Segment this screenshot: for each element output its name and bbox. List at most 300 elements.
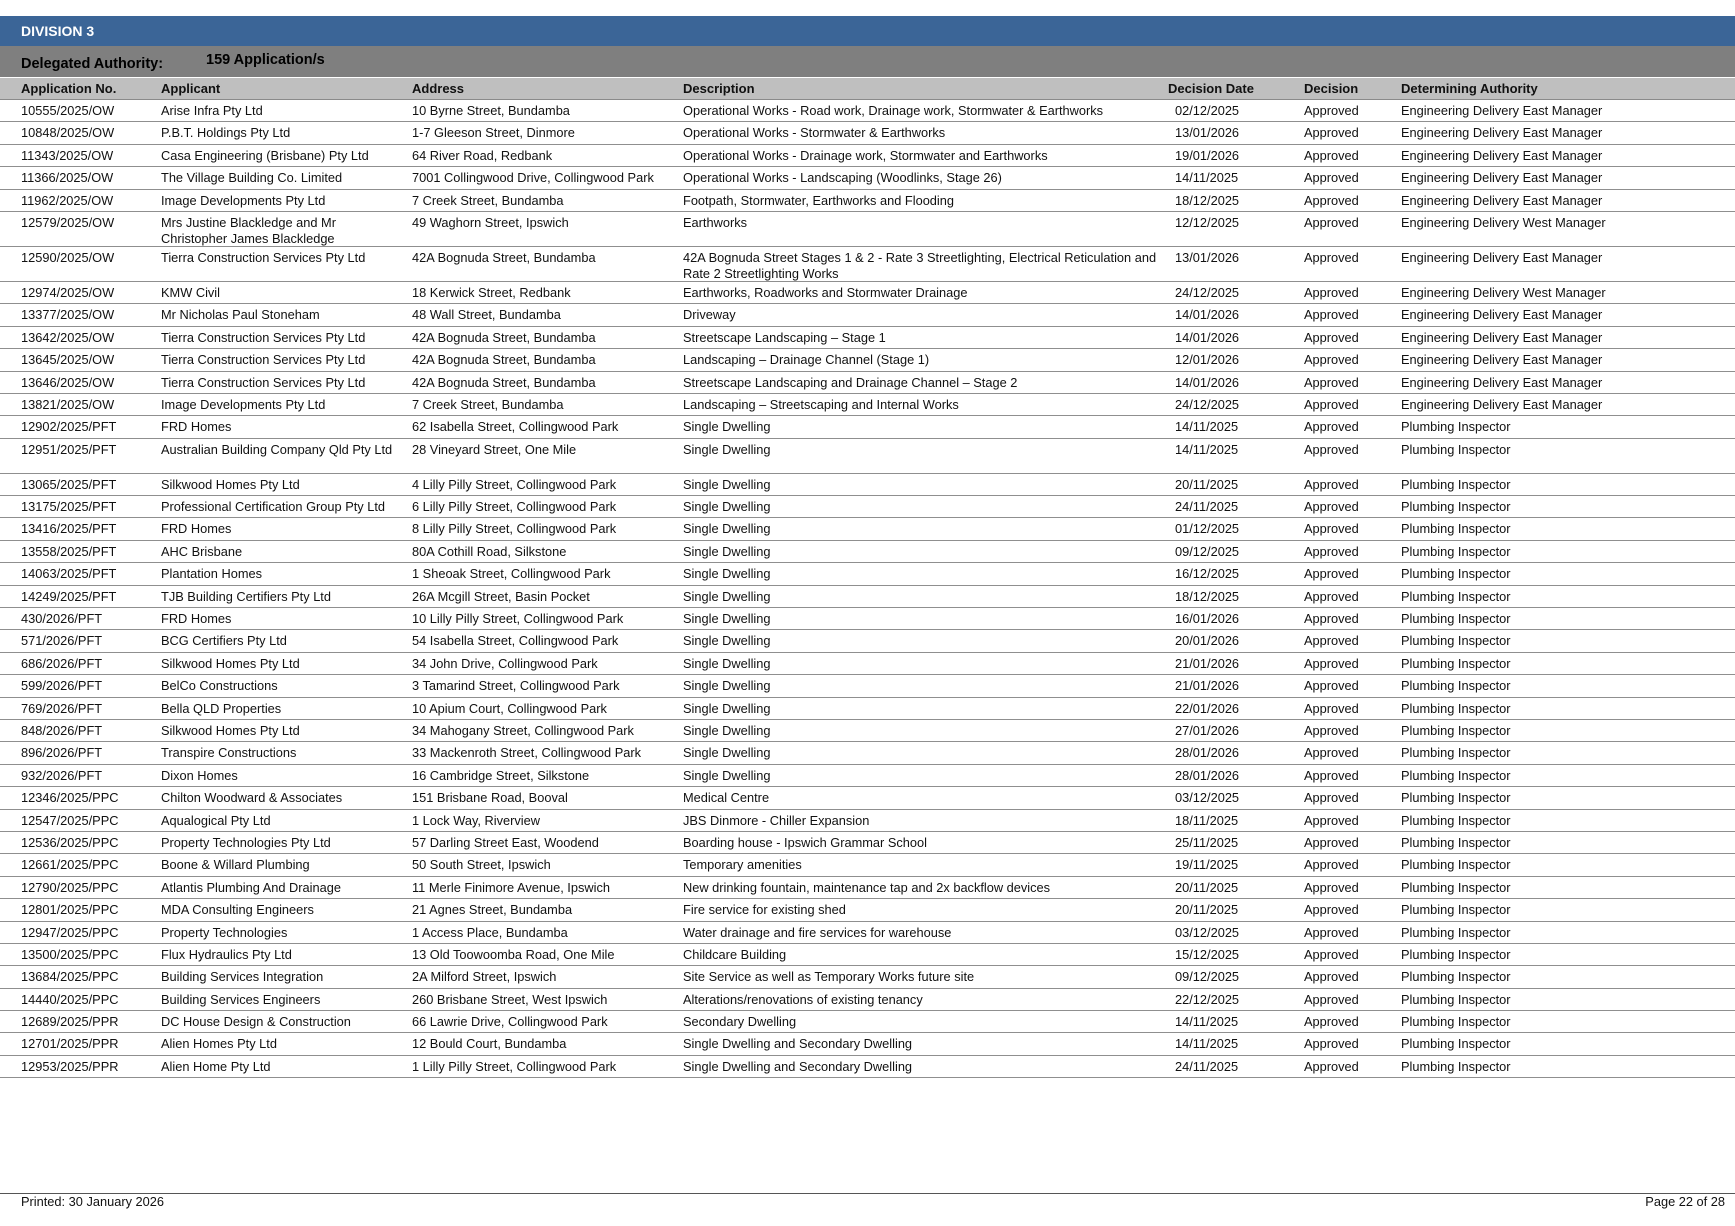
table-row — [0, 1011, 1735, 1033]
cell-applicant: Aqualogical Pty Ltd — [161, 812, 271, 828]
cell-application-no: 13558/2025/PFT — [21, 543, 117, 559]
cell-decision-date: 03/12/2025 — [1175, 790, 1240, 806]
cell-address: 42A Bognuda Street, Bundamba — [412, 329, 596, 345]
cell-applicant: BCG Certifiers Pty Ltd — [161, 633, 287, 649]
table-row — [0, 653, 1735, 675]
cell-decision-date: 20/11/2025 — [1175, 879, 1239, 895]
cell-applicant: Tierra Construction Services Pty Ltd — [161, 249, 366, 265]
cell-description: Single Dwelling — [683, 745, 771, 761]
cell-address: 57 Darling Street East, Woodend — [412, 834, 599, 850]
cell-applicant: Mrs Justine Blackledge and Mr Christopher James Blackledge — [161, 214, 336, 246]
cell-address: 33 Mackenroth Street, Collingwood Park — [412, 745, 642, 761]
cell-determining-authority: Plumbing Inspector — [1401, 655, 1511, 671]
cell-application-no: 12346/2025/PPC — [21, 790, 119, 806]
cell-address: 8 Lilly Pilly Street, Collingwood Park — [412, 521, 617, 537]
cell-address: 80A Cothill Road, Silkstone — [412, 543, 567, 559]
cell-decision: Approved — [1304, 521, 1359, 537]
cell-address: 260 Brisbane Street, West Ipswich — [412, 991, 608, 1007]
table-row — [0, 304, 1735, 326]
table-row — [0, 122, 1735, 144]
cell-decision: Approved — [1304, 902, 1359, 918]
cell-decision: Approved — [1304, 969, 1359, 985]
cell-address: 42A Bognuda Street, Bundamba — [412, 352, 596, 368]
cell-decision: Approved — [1304, 946, 1359, 962]
cell-applicant: Alien Home Pty Ltd — [161, 1058, 271, 1074]
cell-application-no: 571/2026/PFT — [21, 633, 103, 649]
cell-determining-authority: Plumbing Inspector — [1401, 722, 1511, 738]
cell-decision: Approved — [1304, 812, 1359, 828]
cell-description: Fire service for existing shed — [683, 902, 846, 918]
cell-decision: Approved — [1304, 543, 1359, 559]
cell-determining-authority: Plumbing Inspector — [1401, 611, 1511, 627]
table-row — [0, 1033, 1735, 1055]
table-row — [0, 563, 1735, 585]
cell-determining-authority: Plumbing Inspector — [1401, 767, 1511, 783]
cell-decision-date: 21/01/2026 — [1175, 655, 1240, 671]
cell-address: 26A Mcgill Street, Basin Pocket — [412, 588, 590, 604]
cell-applicant: Bella QLD Properties — [161, 700, 282, 716]
cell-decision: Approved — [1304, 790, 1359, 806]
table-row — [0, 630, 1735, 652]
cell-applicant: Property Technologies Pty Ltd — [161, 834, 331, 850]
cell-determining-authority: Engineering Delivery East Manager — [1401, 329, 1603, 345]
table-row — [0, 167, 1735, 189]
cell-determining-authority: Plumbing Inspector — [1401, 499, 1511, 515]
cell-determining-authority: Engineering Delivery East Manager — [1401, 103, 1603, 118]
cell-decision: Approved — [1304, 374, 1359, 390]
cell-applicant: Building Services Engineers — [161, 991, 321, 1007]
cell-address: 1 Lilly Pilly Street, Collingwood Park — [412, 1058, 617, 1074]
cell-description: Single Dwelling — [683, 499, 771, 515]
cell-decision: Approved — [1304, 307, 1359, 323]
cell-applicant: The Village Building Co. Limited — [161, 170, 343, 186]
cell-applicant: BelCo Constructions — [161, 678, 278, 694]
cell-applicant: Transpire Constructions — [161, 745, 297, 761]
cell-determining-authority: Plumbing Inspector — [1401, 476, 1511, 492]
cell-address: 21 Agnes Street, Bundamba — [412, 902, 573, 918]
cell-applicant: Property Technologies — [161, 924, 288, 940]
cell-description: JBS Dinmore - Chiller Expansion — [683, 812, 870, 828]
cell-applicant: Dixon Homes — [161, 767, 238, 783]
cell-description: Boarding house - Ipswich Grammar School — [683, 834, 927, 850]
cell-description: Single Dwelling — [683, 566, 771, 582]
cell-application-no: 599/2026/PFT — [21, 678, 103, 694]
cell-description: Footpath, Stormwater, Earthworks and Flooding — [683, 192, 955, 208]
cell-application-no: 12701/2025/PPR — [21, 1036, 119, 1052]
cell-address: 10 Byrne Street, Bundamba — [412, 103, 570, 118]
cell-application-no: 10555/2025/OW — [21, 103, 115, 118]
cell-address: 64 River Road, Redbank — [412, 147, 553, 163]
cell-address: 10 Lilly Pilly Street, Collingwood Park — [412, 611, 624, 627]
cell-determining-authority: Plumbing Inspector — [1401, 1058, 1511, 1074]
cell-decision-date: 18/11/2025 — [1175, 812, 1239, 828]
cell-description: Single Dwelling — [683, 655, 771, 671]
cell-address: 62 Isabella Street, Collingwood Park — [412, 419, 619, 435]
column-header-applicant: Applicant — [161, 81, 221, 96]
cell-description: Earthworks — [683, 214, 748, 230]
cell-description: 42A Bognuda Street Stages 1 & 2 - Rate 3 Streetlighting, Electrical Reticulation and Rate 2 Streetlighting Works — [683, 249, 1157, 281]
table-row — [0, 282, 1735, 304]
cell-decision: Approved — [1304, 396, 1359, 412]
application-count: 159 Application/s — [206, 52, 325, 68]
table-row — [0, 439, 1735, 474]
cell-description: Single Dwelling — [683, 476, 771, 492]
cell-applicant: AHC Brisbane — [161, 543, 243, 559]
cell-decision: Approved — [1304, 249, 1359, 265]
cell-description: Childcare Building — [683, 946, 787, 962]
cell-application-no: 12951/2025/PFT — [21, 441, 117, 457]
cell-decision-date: 14/01/2026 — [1175, 374, 1240, 390]
cell-application-no: 12689/2025/PPR — [21, 1014, 119, 1030]
cell-determining-authority: Plumbing Inspector — [1401, 969, 1511, 985]
cell-decision-date: 15/12/2025 — [1175, 946, 1240, 962]
division-title: DIVISION 3 — [21, 23, 95, 39]
cell-applicant: FRD Homes — [161, 419, 232, 435]
cell-description: Streetscape Landscaping – Stage 1 — [683, 329, 886, 345]
cell-application-no: 13175/2025/PFT — [21, 499, 117, 515]
cell-decision: Approved — [1304, 214, 1359, 230]
cell-applicant: TJB Building Certifiers Pty Ltd — [161, 588, 331, 604]
cell-decision: Approved — [1304, 103, 1359, 118]
cell-address: 7 Creek Street, Bundamba — [412, 396, 564, 412]
cell-description: Landscaping – Drainage Channel (Stage 1) — [683, 352, 930, 368]
cell-applicant: Australian Building Company Qld Pty Ltd — [161, 441, 393, 457]
column-header-address: Address — [412, 81, 465, 96]
cell-description: Medical Centre — [683, 790, 770, 806]
cell-decision: Approved — [1304, 633, 1359, 649]
cell-decision-date: 16/12/2025 — [1175, 566, 1240, 582]
cell-application-no: 14440/2025/PPC — [21, 991, 119, 1007]
cell-determining-authority: Plumbing Inspector — [1401, 946, 1511, 962]
cell-decision-date: 18/12/2025 — [1175, 192, 1240, 208]
cell-description: Single Dwelling — [683, 767, 771, 783]
cell-decision: Approved — [1304, 879, 1359, 895]
cell-applicant: Professional Certification Group Pty Ltd — [161, 499, 386, 515]
cell-application-no: 13500/2025/PPC — [21, 946, 119, 962]
cell-determining-authority: Engineering Delivery East Manager — [1401, 352, 1603, 368]
cell-address: 1 Sheoak Street, Collingwood Park — [412, 566, 611, 582]
table-row — [0, 1056, 1735, 1078]
cell-address: 6 Lilly Pilly Street, Collingwood Park — [412, 499, 617, 515]
cell-decision: Approved — [1304, 700, 1359, 716]
cell-decision-date: 14/01/2026 — [1175, 307, 1240, 323]
table-row — [0, 989, 1735, 1011]
table-row — [0, 944, 1735, 966]
cell-determining-authority: Plumbing Inspector — [1401, 1014, 1511, 1030]
cell-application-no: 13645/2025/OW — [21, 352, 115, 368]
authority-label: Delegated Authority: — [21, 56, 164, 72]
cell-address: 50 South Street, Ipswich — [412, 857, 551, 873]
cell-decision: Approved — [1304, 767, 1359, 783]
cell-description: Secondary Dwelling — [683, 1014, 797, 1030]
printed-date: Printed: 30 January 2026 — [21, 1194, 164, 1209]
cell-applicant: Mr Nicholas Paul Stoneham — [161, 307, 320, 323]
table-row — [0, 832, 1735, 854]
cell-application-no: 13642/2025/OW — [21, 329, 115, 345]
cell-decision: Approved — [1304, 499, 1359, 515]
cell-decision-date: 09/12/2025 — [1175, 543, 1240, 559]
cell-description: Single Dwelling — [683, 543, 771, 559]
cell-determining-authority: Plumbing Inspector — [1401, 678, 1511, 694]
cell-application-no: 13821/2025/OW — [21, 396, 115, 412]
cell-application-no: 12536/2025/PPC — [21, 834, 119, 850]
cell-decision-date: 24/12/2025 — [1175, 284, 1240, 300]
cell-decision-date: 01/12/2025 — [1175, 521, 1240, 537]
cell-application-no: 12661/2025/PPC — [21, 857, 119, 873]
cell-decision-date: 13/01/2026 — [1175, 125, 1240, 141]
cell-address: 1-7 Gleeson Street, Dinmore — [412, 125, 575, 141]
cell-decision: Approved — [1304, 678, 1359, 694]
cell-determining-authority: Engineering Delivery East Manager — [1401, 249, 1603, 265]
cell-application-no: 686/2026/PFT — [21, 655, 103, 671]
cell-decision-date: 28/01/2026 — [1175, 767, 1240, 783]
cell-decision: Approved — [1304, 284, 1359, 300]
authority-header — [0, 46, 1735, 77]
cell-decision-date: 24/12/2025 — [1175, 396, 1240, 412]
table-row — [0, 145, 1735, 167]
cell-decision-date: 16/01/2026 — [1175, 611, 1240, 627]
table-row — [0, 608, 1735, 630]
cell-determining-authority: Plumbing Inspector — [1401, 812, 1511, 828]
cell-applicant: Building Services Integration — [161, 969, 324, 985]
cell-address: 28 Vineyard Street, One Mile — [412, 441, 577, 457]
cell-address: 7001 Collingwood Drive, Collingwood Park — [412, 170, 654, 186]
cell-determining-authority: Plumbing Inspector — [1401, 633, 1511, 649]
cell-address: 42A Bognuda Street, Bundamba — [412, 374, 596, 390]
cell-description: Single Dwelling — [683, 722, 771, 738]
table-row — [0, 496, 1735, 518]
cell-decision-date: 03/12/2025 — [1175, 924, 1240, 940]
cell-decision: Approved — [1304, 1036, 1359, 1052]
cell-applicant: Silkwood Homes Pty Ltd — [161, 655, 300, 671]
cell-address: 10 Apium Court, Collingwood Park — [412, 700, 607, 716]
cell-address: 11 Merle Finimore Avenue, Ipswich — [412, 879, 610, 895]
cell-application-no: 12579/2025/OW — [21, 214, 115, 230]
table-row — [0, 787, 1735, 809]
cell-description: Driveway — [683, 307, 736, 323]
cell-address: 3 Tamarind Street, Collingwood Park — [412, 678, 620, 694]
applications-table — [0, 100, 1735, 1078]
cell-applicant: FRD Homes — [161, 611, 232, 627]
cell-application-no: 14249/2025/PFT — [21, 588, 117, 604]
cell-decision-date: 18/12/2025 — [1175, 588, 1240, 604]
cell-applicant: Chilton Woodward & Associates — [161, 790, 343, 806]
cell-address: 2A Milford Street, Ipswich — [412, 969, 557, 985]
cell-applicant: Image Developments Pty Ltd — [161, 192, 326, 208]
cell-decision-date: 20/01/2026 — [1175, 633, 1240, 649]
cell-description: Single Dwelling — [683, 419, 771, 435]
cell-determining-authority: Engineering Delivery West Manager — [1401, 284, 1606, 300]
cell-applicant: Image Developments Pty Ltd — [161, 396, 326, 412]
cell-application-no: 848/2026/PFT — [21, 722, 103, 738]
table-row — [0, 765, 1735, 787]
column-header-determining-authority: Determining Authority — [1401, 81, 1538, 96]
cell-decision-date: 14/11/2025 — [1175, 419, 1239, 435]
cell-decision: Approved — [1304, 857, 1359, 873]
table-row — [0, 247, 1735, 282]
cell-application-no: 12953/2025/PPR — [21, 1058, 119, 1074]
table-row — [0, 349, 1735, 371]
cell-description: Streetscape Landscaping and Drainage Channel – Stage 2 — [683, 374, 1018, 390]
cell-address: 4 Lilly Pilly Street, Collingwood Park — [412, 476, 617, 492]
cell-determining-authority: Engineering Delivery East Manager — [1401, 125, 1603, 141]
cell-decision-date: 20/11/2025 — [1175, 902, 1239, 918]
cell-decision-date: 14/11/2025 — [1175, 170, 1239, 186]
cell-description: Single Dwelling — [683, 700, 771, 716]
table-row — [0, 394, 1735, 416]
column-header-description: Description — [683, 81, 755, 96]
cell-address: 1 Access Place, Bundamba — [412, 924, 568, 940]
cell-applicant: P.B.T. Holdings Pty Ltd — [161, 125, 291, 141]
cell-applicant: DC House Design & Construction — [161, 1014, 351, 1030]
cell-decision-date: 22/01/2026 — [1175, 700, 1240, 716]
cell-determining-authority: Plumbing Inspector — [1401, 991, 1511, 1007]
table-row — [0, 416, 1735, 438]
cell-description: Earthworks, Roadworks and Stormwater Drainage — [683, 284, 968, 300]
cell-determining-authority: Engineering Delivery East Manager — [1401, 396, 1603, 412]
cell-address: 34 Mahogany Street, Collingwood Park — [412, 722, 634, 738]
table-column-headers — [0, 78, 1735, 100]
cell-description: Alterations/renovations of existing tenancy — [683, 991, 923, 1007]
cell-applicant: FRD Homes — [161, 521, 232, 537]
cell-application-no: 12801/2025/PPC — [21, 902, 119, 918]
cell-application-no: 896/2026/PFT — [21, 745, 103, 761]
cell-description: Single Dwelling — [683, 633, 771, 649]
cell-description: Landscaping – Streetscaping and Internal Works — [683, 396, 959, 412]
cell-decision-date: 24/11/2025 — [1175, 1058, 1239, 1074]
table-row — [0, 854, 1735, 876]
cell-determining-authority: Plumbing Inspector — [1401, 834, 1511, 850]
cell-decision: Approved — [1304, 1014, 1359, 1030]
cell-decision-date: 14/11/2025 — [1175, 1036, 1239, 1052]
cell-application-no: 11962/2025/OW — [21, 192, 114, 208]
column-header-application-no: Application No. — [21, 81, 117, 96]
cell-application-no: 14063/2025/PFT — [21, 566, 117, 582]
cell-applicant: Atlantis Plumbing And Drainage — [161, 879, 341, 895]
cell-decision: Approved — [1304, 125, 1359, 141]
cell-address: 18 Kerwick Street, Redbank — [412, 284, 571, 300]
cell-decision: Approved — [1304, 147, 1359, 163]
cell-determining-authority: Plumbing Inspector — [1401, 521, 1511, 537]
cell-determining-authority: Engineering Delivery East Manager — [1401, 170, 1603, 186]
cell-applicant: Tierra Construction Services Pty Ltd — [161, 374, 366, 390]
cell-address: 48 Wall Street, Bundamba — [412, 307, 561, 323]
cell-decision-date: 25/11/2025 — [1175, 834, 1239, 850]
column-header-decision: Decision — [1304, 81, 1359, 96]
cell-description: Operational Works - Drainage work, Stormwater and Earthworks — [683, 147, 1048, 163]
cell-application-no: 12947/2025/PPC — [21, 924, 119, 940]
cell-applicant: Silkwood Homes Pty Ltd — [161, 476, 300, 492]
table-row — [0, 922, 1735, 944]
table-row — [0, 698, 1735, 720]
cell-description: Single Dwelling — [683, 521, 771, 537]
cell-decision: Approved — [1304, 924, 1359, 940]
cell-address: 7 Creek Street, Bundamba — [412, 192, 564, 208]
cell-description: Operational Works - Stormwater & Earthworks — [683, 125, 946, 141]
cell-decision: Approved — [1304, 655, 1359, 671]
cell-application-no: 12790/2025/PPC — [21, 879, 119, 895]
cell-determining-authority: Plumbing Inspector — [1401, 419, 1511, 435]
table-row — [0, 877, 1735, 899]
cell-decision-date: 19/01/2026 — [1175, 147, 1240, 163]
cell-decision-date: 12/01/2026 — [1175, 352, 1240, 368]
table-row — [0, 675, 1735, 697]
table-row — [0, 518, 1735, 540]
cell-determining-authority: Plumbing Inspector — [1401, 924, 1511, 940]
cell-decision-date: 19/11/2025 — [1175, 857, 1239, 873]
cell-decision-date: 22/12/2025 — [1175, 991, 1240, 1007]
cell-description: Single Dwelling and Secondary Dwelling — [683, 1058, 913, 1074]
table-row — [0, 541, 1735, 563]
cell-applicant: Casa Engineering (Brisbane) Pty Ltd — [161, 147, 369, 163]
cell-determining-authority: Engineering Delivery East Manager — [1401, 147, 1603, 163]
cell-decision-date: 14/11/2025 — [1175, 1014, 1239, 1030]
table-row — [0, 327, 1735, 349]
cell-determining-authority: Plumbing Inspector — [1401, 700, 1511, 716]
cell-decision-date: 14/01/2026 — [1175, 329, 1240, 345]
cell-determining-authority: Plumbing Inspector — [1401, 857, 1511, 873]
cell-decision: Approved — [1304, 352, 1359, 368]
cell-address: 54 Isabella Street, Collingwood Park — [412, 633, 619, 649]
cell-determining-authority: Plumbing Inspector — [1401, 1036, 1511, 1052]
table-row — [0, 474, 1735, 496]
cell-description: Site Service as well as Temporary Works future site — [683, 969, 975, 985]
cell-application-no: 12547/2025/PPC — [21, 812, 119, 828]
cell-decision: Approved — [1304, 834, 1359, 850]
table-row — [0, 966, 1735, 988]
cell-determining-authority: Plumbing Inspector — [1401, 566, 1511, 582]
cell-determining-authority: Engineering Delivery East Manager — [1401, 307, 1603, 323]
cell-application-no: 12590/2025/OW — [21, 249, 115, 265]
cell-decision: Approved — [1304, 476, 1359, 492]
column-header-decision-date: Decision Date — [1168, 81, 1254, 96]
cell-description: Single Dwelling — [683, 678, 771, 694]
table-row — [0, 586, 1735, 608]
cell-address: 151 Brisbane Road, Booval — [412, 790, 568, 806]
cell-decision-date: 28/01/2026 — [1175, 745, 1240, 761]
cell-decision: Approved — [1304, 722, 1359, 738]
cell-determining-authority: Engineering Delivery East Manager — [1401, 192, 1603, 208]
cell-description: Single Dwelling and Secondary Dwelling — [683, 1036, 913, 1052]
table-row — [0, 720, 1735, 742]
cell-description: Temporary amenities — [683, 857, 802, 873]
cell-decision-date: 24/11/2025 — [1175, 499, 1239, 515]
cell-decision: Approved — [1304, 192, 1359, 208]
cell-application-no: 10848/2025/OW — [21, 125, 115, 141]
cell-decision-date: 12/12/2025 — [1175, 214, 1240, 230]
cell-decision-date: 02/12/2025 — [1175, 103, 1240, 118]
cell-decision: Approved — [1304, 1058, 1359, 1074]
table-row — [0, 899, 1735, 921]
cell-decision: Approved — [1304, 588, 1359, 604]
cell-application-no: 13065/2025/PFT — [21, 476, 117, 492]
cell-determining-authority: Plumbing Inspector — [1401, 441, 1511, 457]
cell-application-no: 932/2026/PFT — [21, 767, 103, 783]
cell-determining-authority: Plumbing Inspector — [1401, 588, 1511, 604]
table-row — [0, 372, 1735, 394]
cell-determining-authority: Engineering Delivery East Manager — [1401, 374, 1603, 390]
table-row — [0, 190, 1735, 212]
table-row — [0, 100, 1735, 122]
cell-decision: Approved — [1304, 419, 1359, 435]
cell-application-no: 769/2026/PFT — [21, 700, 103, 716]
cell-description: Operational Works - Road work, Drainage work, Stormwater & Earthworks — [683, 103, 1104, 118]
cell-applicant: Alien Homes Pty Ltd — [161, 1036, 277, 1052]
cell-application-no: 13416/2025/PFT — [21, 521, 117, 537]
cell-description: Single Dwelling — [683, 611, 771, 627]
table-row — [0, 810, 1735, 832]
cell-address: 66 Lawrie Drive, Collingwood Park — [412, 1014, 608, 1030]
